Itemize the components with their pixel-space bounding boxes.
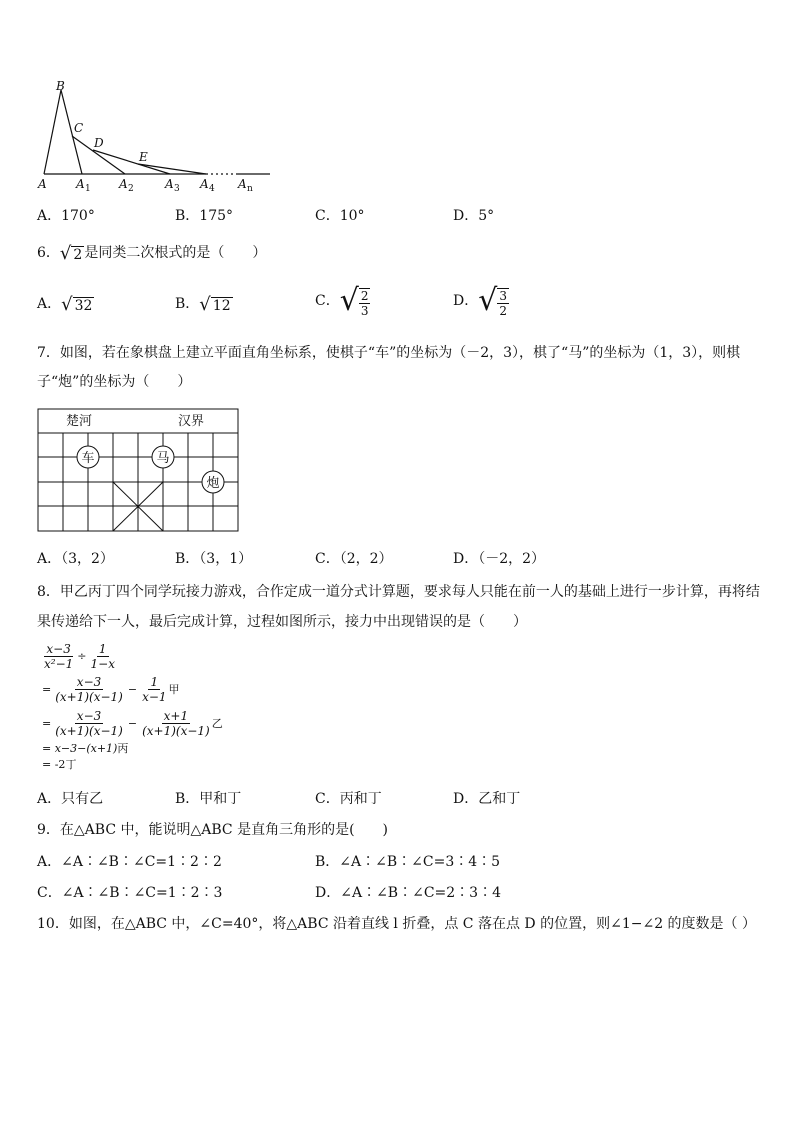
label-A: A <box>38 177 47 191</box>
piece-pao <box>202 471 224 493</box>
q7-stem-line1: 7．如图，若在象棋盘上建立平面直角坐标系，使棋子“车”的坐标为（－2，3），棋了“马”的坐标为（1，3），则棋 <box>37 345 741 361</box>
calc-r2-num2: 1 <box>150 674 159 689</box>
q8-option-c: C．丙和丁 <box>315 791 382 807</box>
piece-che-label: 车 <box>81 451 95 466</box>
q9-option-d: D．∠A∶∠B∶∠C=2∶3∶4 <box>315 885 501 901</box>
calc-r2-den2: x−1 <box>142 689 167 704</box>
q6-option-a-label: A． <box>37 296 62 312</box>
q6-option-c-num: 2 <box>360 289 369 303</box>
q7-option-c: C．（2，2） <box>315 551 393 567</box>
q7-option-a: A．（3，2） <box>37 551 114 567</box>
label-A3-sub: 3 <box>174 184 180 194</box>
q6-stem <box>37 243 266 263</box>
calc-row-5 <box>42 756 242 772</box>
q5-option-d: D．5° <box>453 208 495 224</box>
river-label-chu: 楚河 <box>66 414 93 429</box>
piece-pao-label: 炮 <box>206 476 220 491</box>
calc-r2-eq: = <box>42 682 52 696</box>
segment-AB <box>44 90 61 174</box>
calc-r4-tag: 丙 <box>117 741 129 755</box>
q8-stem-line2: 果传递给下一人，最后完成计算，过程如图所示，接力中出现错误的是（ ） <box>37 614 527 630</box>
triangle-chain-figure <box>30 78 280 198</box>
calc-row-3 <box>42 706 242 740</box>
q5-option-c: C．10° <box>315 208 365 224</box>
piece-ma <box>152 446 174 468</box>
calc-r2-tag: 甲 <box>168 682 180 696</box>
q9-option-a: A．∠A∶∠B∶∠C=1∶2∶2 <box>37 854 222 870</box>
calc-r3-num2: x+1 <box>163 708 189 723</box>
calc-r5-expr: = -2 <box>42 757 66 771</box>
q6-radicand: 2 <box>73 247 83 263</box>
q6-option-b-radicand: 12 <box>212 298 231 314</box>
label-A1: A <box>76 177 85 191</box>
calc-r3-eq: = <box>42 716 52 730</box>
calc-row-4 <box>42 740 242 756</box>
calc-r1-den1: x²−1 <box>44 656 74 671</box>
piece-che <box>77 446 99 468</box>
label-A3: A <box>165 177 174 191</box>
q8-option-b: B．甲和丁 <box>175 791 242 807</box>
label-A2: A <box>119 177 128 191</box>
calc-r3-op: − <box>127 716 138 730</box>
calc-r1-op: ÷ <box>77 649 87 663</box>
q6-option-d: D． √ $\frac{3}{2}$ <box>453 283 507 318</box>
q10-stem: 10．如图，在△ABC 中，∠C=40°，将△ABC 沿着直线 l 折叠，点 C 落在点 D 的位置，则∠1−∠2 的度数是（ ） <box>37 916 756 932</box>
calc-r4-expr: = x−3−(x+1) <box>42 741 118 755</box>
calc-r2-num1: x−3 <box>76 674 102 689</box>
q7-option-d: D．（－2，2） <box>453 551 546 567</box>
calc-r3-den2: (x+1)(x−1) <box>142 723 210 738</box>
q6-option-b-label: B． <box>175 296 200 312</box>
calc-r3-den1: (x+1)(x−1) <box>55 723 123 738</box>
label-E: E <box>139 150 148 164</box>
calc-row-2 <box>42 672 242 706</box>
q5-option-a: A．170° <box>37 208 95 224</box>
segment-EA4 <box>138 164 206 174</box>
label-D: D <box>94 136 104 150</box>
q9-stem: 9．在△ABC 中，能说明△ABC 是直角三角形的是( ) <box>37 822 389 838</box>
river-label-han: 汉界 <box>178 414 205 429</box>
q7-stem-line2: 子“炮”的坐标为（ ） <box>37 374 192 390</box>
q6-option-c-den: 3 <box>360 304 369 318</box>
q6-option-a-radicand: 32 <box>74 298 93 314</box>
label-B: B <box>56 79 65 93</box>
q6-option-d-den: 2 <box>499 304 507 318</box>
label-A1-sub: 1 <box>85 184 91 194</box>
q6-option-c: C． √ $\frac{2}{3}$ <box>315 283 369 318</box>
q9-option-c: C．∠A∶∠B∶∠C=1∶2∶3 <box>37 885 223 901</box>
q7-option-b: B．（3，1） <box>175 551 253 567</box>
q6-option-d-num: 3 <box>499 289 507 303</box>
label-An: A <box>238 177 247 191</box>
calc-r1-den2: 1−x <box>90 656 115 671</box>
label-A2-sub: 2 <box>128 184 134 194</box>
q8-option-a: A．只有乙 <box>37 791 104 807</box>
segment-DA3 <box>93 150 170 174</box>
calc-r2-op: − <box>127 682 138 696</box>
calc-r3-num1: x−3 <box>76 708 102 723</box>
label-A4: A <box>200 177 209 191</box>
relay-calculation <box>42 640 242 772</box>
q8-stem-line1: 8．甲乙丙丁四个同学玩接力游戏，合作定成一道分式计算题，要求每人只能在前一人的基础上进行一步计算，再将结 <box>37 584 760 600</box>
label-A4-sub: 4 <box>209 184 215 194</box>
q8-option-d: D．乙和丁 <box>453 791 521 807</box>
q6-stem-text: 是同类二次根式的是（ ） <box>84 245 267 261</box>
q6-option-d-label: D． <box>453 293 479 309</box>
piece-ma-label: 马 <box>156 451 170 466</box>
q6-option-c-label: C． <box>315 293 340 309</box>
calc-row-1 <box>42 640 242 672</box>
q5-option-b: B．175° <box>175 208 234 224</box>
q6-number: 6． <box>37 245 60 261</box>
calc-r5-tag: 丁 <box>65 757 77 771</box>
calc-r1-num2: 1 <box>98 641 107 656</box>
calc-r2-den1: (x+1)(x−1) <box>55 689 123 704</box>
q6-option-b: B． √ 12 <box>175 294 231 315</box>
q6-option-a: A． √ 32 <box>37 294 93 315</box>
q9-option-b: B．∠A∶∠B∶∠C=3∶4∶5 <box>315 854 501 870</box>
label-C: C <box>74 121 84 135</box>
q6-sqrt: √ 2 <box>59 243 83 264</box>
chess-board-figure <box>36 407 241 533</box>
label-An-sub: n <box>247 184 253 194</box>
calc-r1-num1: x−3 <box>46 641 71 656</box>
calc-r3-tag: 乙 <box>211 716 223 730</box>
